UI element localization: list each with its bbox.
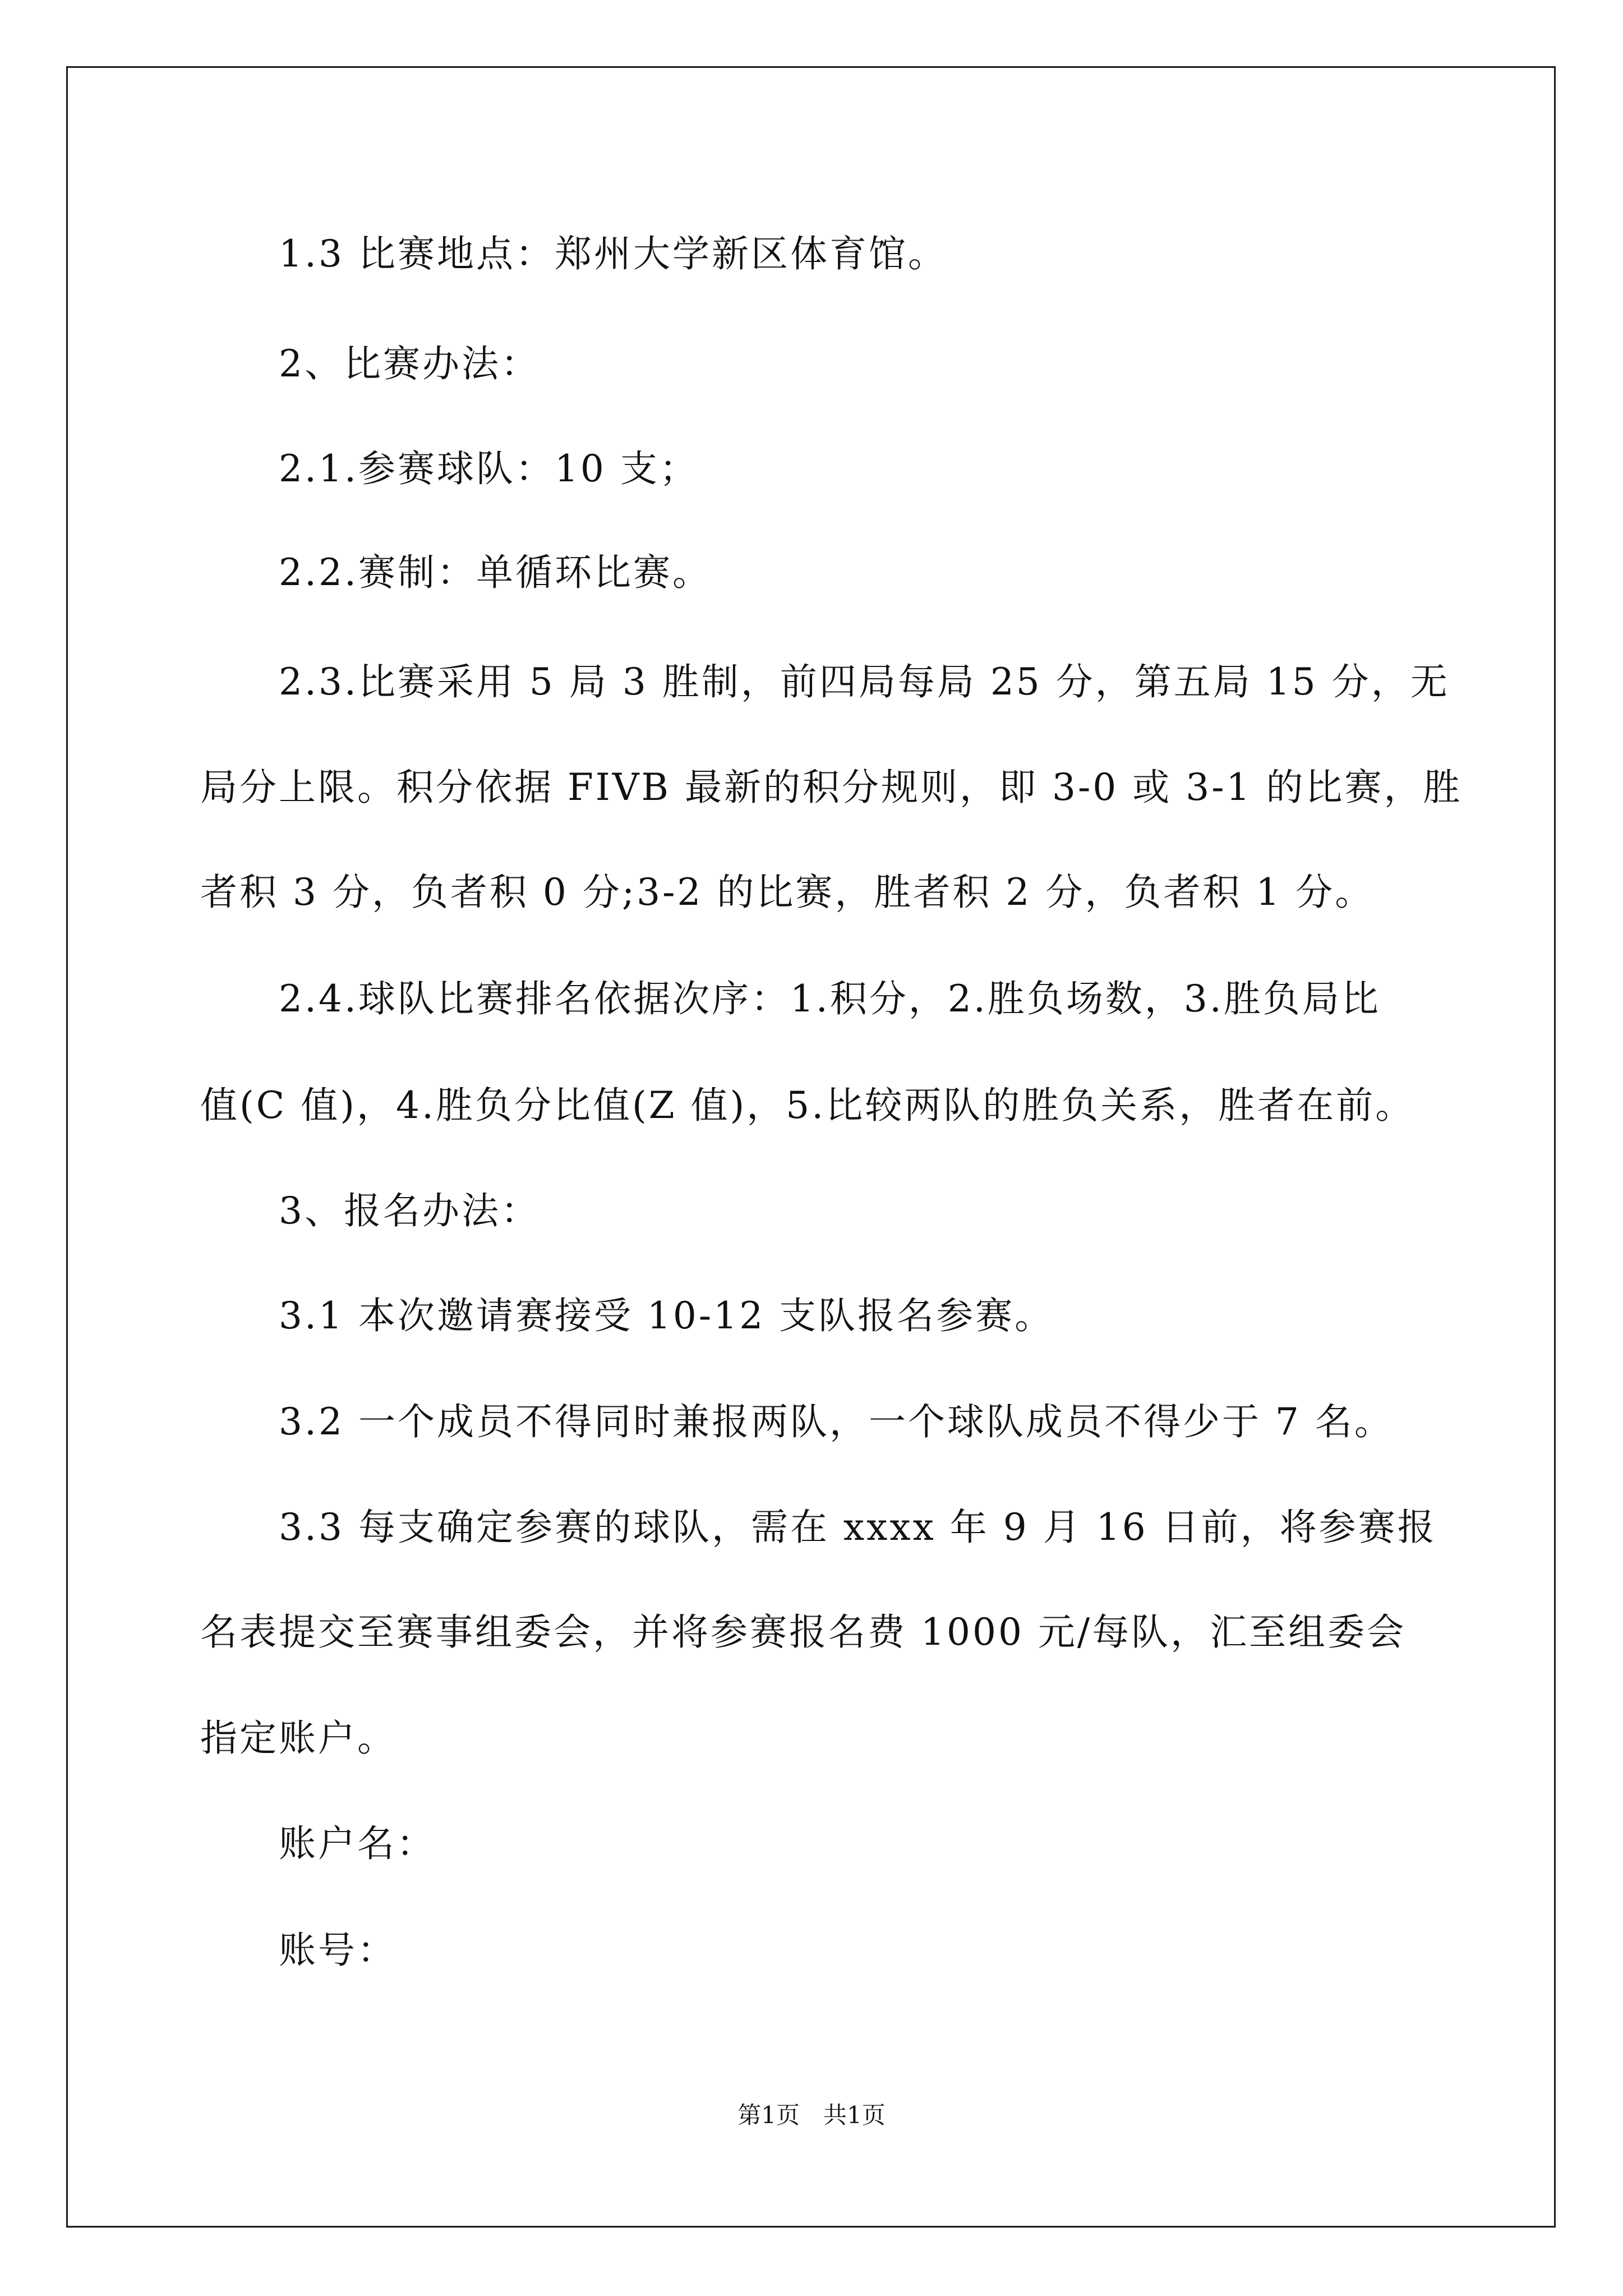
venue-line: 1.3 比赛地点：郑州大学新区体育馆。 (279, 232, 947, 275)
member-rules-line: 3.2 一个成员不得同时兼报两队，一个球队成员不得少于 7 名。 (279, 1400, 1394, 1443)
scoring-rules-line-3: 者积 3 分，负者积 0 分;3-2 的比赛，胜者积 2 分，负者积 1 分。 (200, 871, 1375, 914)
registration-deadline-line-1: 3.3 每支确定参赛的球队，需在 xxxx 年 9 月 16 日前，将参赛报 (279, 1506, 1437, 1549)
page-border (66, 66, 1556, 2228)
ranking-rules-line-1: 2.4.球队比赛排名依据次序：1.积分，2.胜负场数，3.胜负局比 (279, 977, 1381, 1020)
teams-count-line: 2.1.参赛球队：10 支； (279, 447, 699, 490)
section-heading-competition-method: 2、比赛办法： (279, 342, 540, 385)
registration-deadline-line-2: 名表提交至赛事组委会，并将参赛报名费 1000 元/每队，汇至组委会 (200, 1611, 1407, 1654)
ranking-rules-line-2: 值(C 值)，4.胜负分比值(Z 值)，5.比较两队的胜负关系，胜者在前。 (200, 1084, 1415, 1127)
scoring-rules-line-2: 局分上限。积分依据 FIVB 最新的积分规则，即 3-0 或 3-1 的比赛，胜 (200, 766, 1463, 809)
account-number-label: 账号： (279, 1929, 396, 1972)
scoring-rules-line-1: 2.3.比赛采用 5 局 3 胜制，前四局每局 25 分，第五局 15 分，无 (279, 660, 1450, 703)
format-line: 2.2.赛制：单循环比赛。 (279, 551, 712, 594)
registration-deadline-line-3: 指定账户。 (200, 1717, 396, 1760)
registration-capacity-line: 3.1 本次邀请赛接受 10-12 支队报名参赛。 (279, 1294, 1054, 1337)
section-heading-registration: 3、报名办法： (279, 1189, 540, 1232)
page-number-footer: 第1页 共1页 (737, 2101, 886, 2129)
account-name-label: 账户名： (279, 1822, 436, 1865)
